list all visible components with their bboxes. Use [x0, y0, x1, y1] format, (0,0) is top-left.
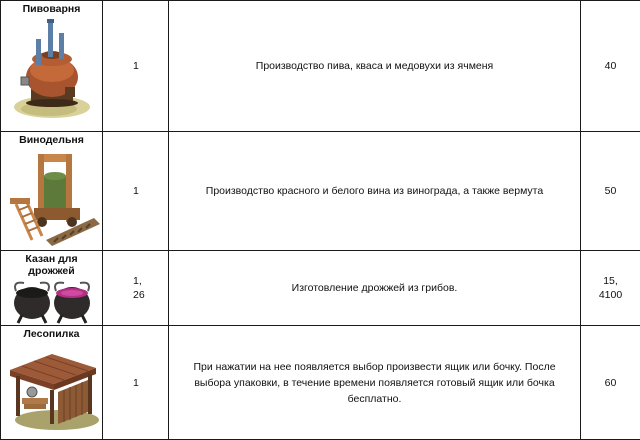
building-name: Пивоварня — [1, 3, 102, 15]
building-name: Лесопилка — [1, 328, 102, 340]
value-cell — [581, 132, 640, 251]
building-name: Казан для дрожжей — [1, 253, 102, 277]
value-cell — [581, 251, 640, 326]
level-cell — [103, 251, 169, 326]
level-cell — [103, 1, 169, 132]
value-text: 40 — [581, 59, 640, 73]
description-cell — [169, 1, 581, 132]
level-value: 26 — [133, 288, 168, 302]
building-name: Винодельня — [1, 134, 102, 146]
building-name-cell — [1, 1, 103, 132]
value-text: 4100 — [581, 288, 640, 302]
description-text: Производство красного и белого вина из винограда, а также вермута — [206, 185, 543, 197]
building-name-cell — [1, 132, 103, 251]
description-cell — [169, 326, 581, 440]
description-text: Изготовление дрожжей из грибов. — [292, 282, 458, 294]
value-cell — [581, 326, 640, 440]
level-value: 1 — [133, 59, 168, 73]
level-cell — [103, 326, 169, 440]
table-row — [1, 1, 640, 132]
brewery-icon — [7, 15, 97, 121]
value-text: 50 — [581, 184, 640, 198]
description-text: Производство пива, кваса и медовухи из ячменя — [256, 60, 493, 72]
yeast-cauldron-icon — [2, 277, 102, 325]
building-name-cell — [1, 251, 103, 326]
table-row — [1, 326, 640, 440]
winery-icon — [2, 146, 102, 246]
value-text: 15, — [581, 274, 640, 288]
sawmill-icon — [2, 340, 102, 436]
description-cell — [169, 251, 581, 326]
table-row — [1, 132, 640, 251]
level-value: 1 — [133, 184, 168, 198]
level-value: 1 — [133, 376, 168, 390]
value-cell — [581, 1, 640, 132]
value-text: 60 — [581, 376, 640, 390]
table-row — [1, 251, 640, 326]
level-value: 1, — [133, 274, 168, 288]
description-cell — [169, 132, 581, 251]
level-cell — [103, 132, 169, 251]
building-name-cell — [1, 326, 103, 440]
description-text: При нажатии на нее появляется выбор произвести ящик или бочку. После выбора упаковки, в течение времени появляется готовый ящик или бочка бесплатно. — [193, 361, 555, 405]
